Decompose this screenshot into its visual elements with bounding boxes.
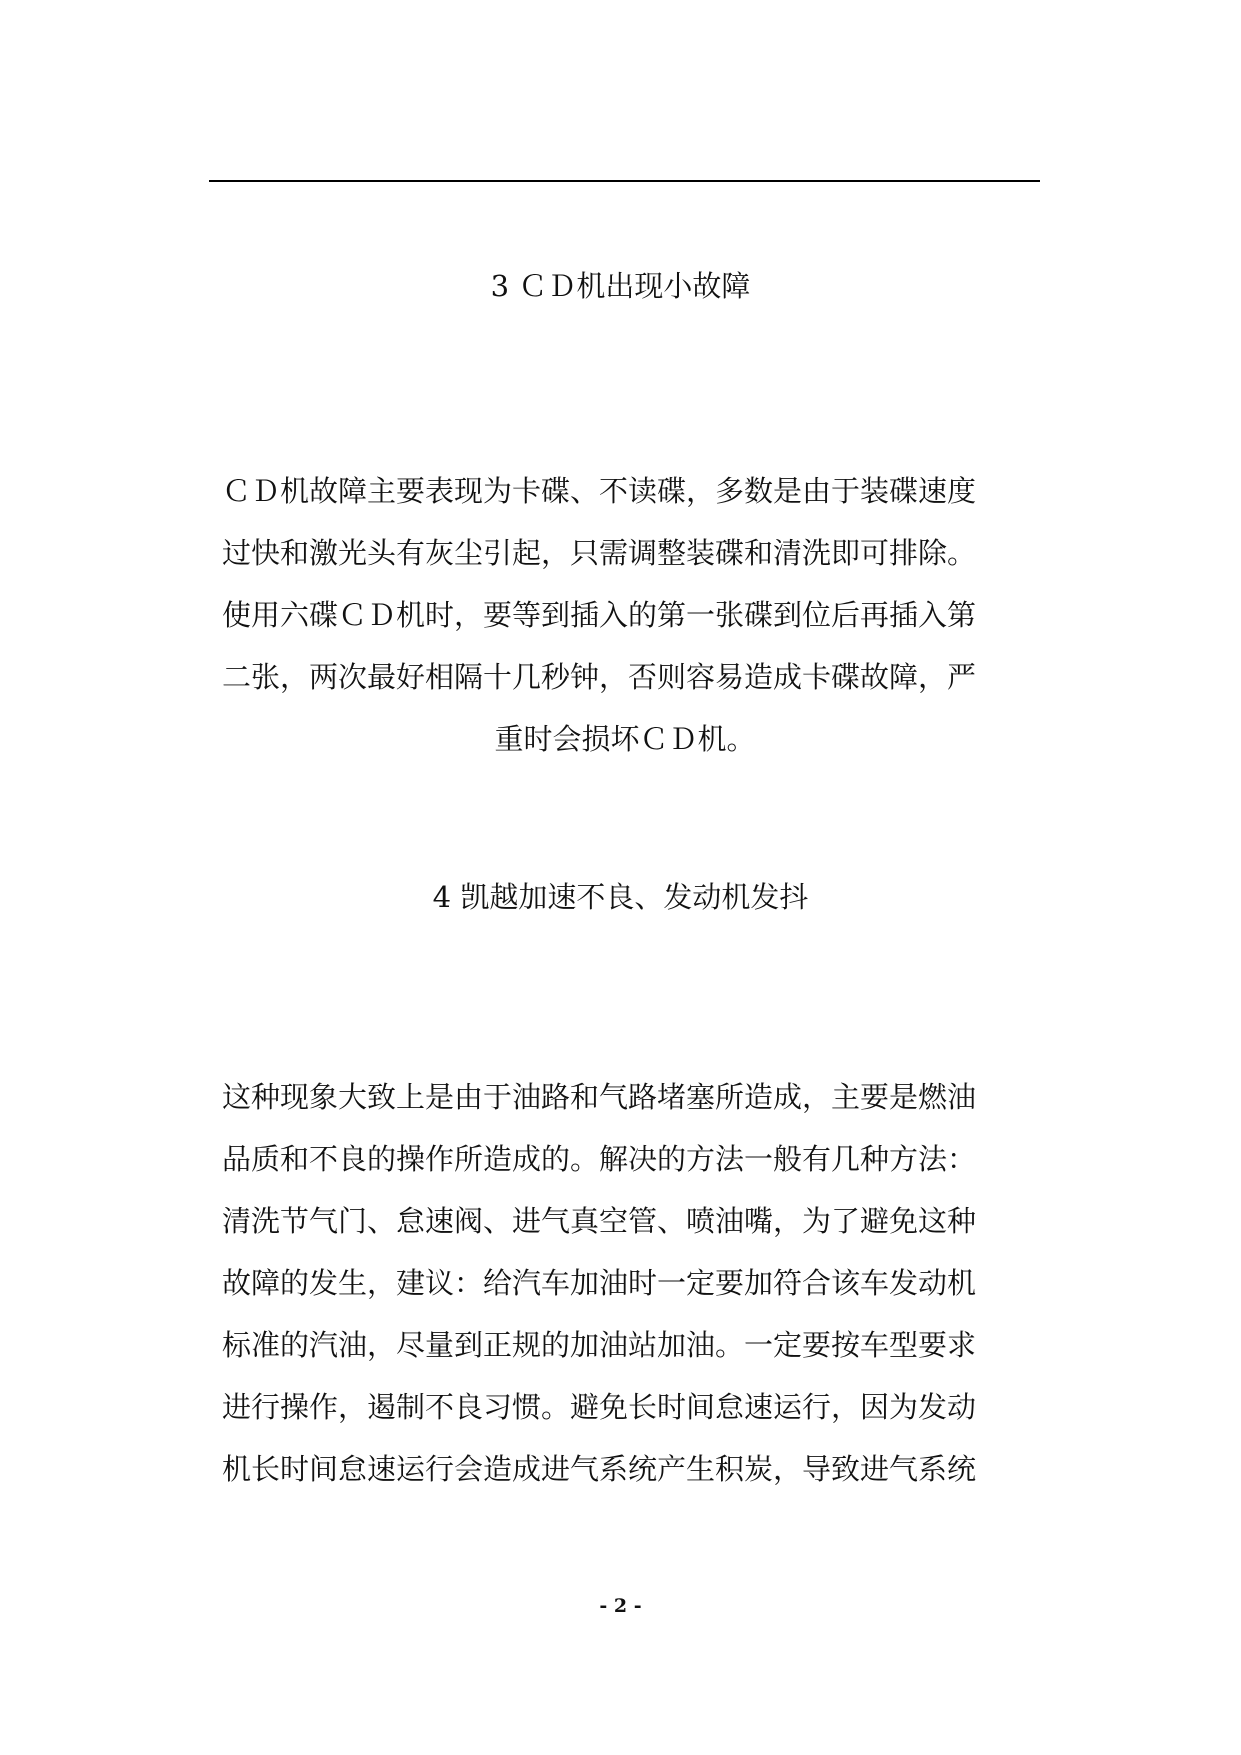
paragraph-line: 这种现象大致上是由于油路和气路堵塞所造成，主要是燃油 [222,1080,977,1114]
paragraph-line: 进行操作，遏制不良习惯。避免长时间怠速运行，因为发动 [222,1390,977,1424]
page-number: - 2 - [599,1595,642,1617]
section-4-heading: 4 凯越加速不良、发动机发抖 [432,880,809,914]
paragraph-line: 故障的发生，建议：给汽车加油时一定要加符合该车发动机 [222,1266,977,1300]
header-rule [209,180,1040,182]
section-4-paragraph [222,1066,1028,1500]
paragraph-line: 机长时间怠速运行会造成进气系统产生积炭，导致进气系统 [222,1452,977,1486]
paragraph-line: 使用六碟ＣＤ机时，要等到插入的第一张碟到位后再插入第 [222,598,977,632]
paragraph-line: 品质和不良的操作所造成的。解决的方法一般有几种方法： [222,1142,977,1176]
paragraph-line: 重时会损坏ＣＤ机。 [494,722,756,756]
section-3-paragraph [222,460,1028,770]
paragraph-line: ＣＤ机故障主要表现为卡碟、不读碟，多数是由于装碟速度 [222,474,977,508]
paragraph-line: 标准的汽油，尽量到正规的加油站加油。一定要按车型要求 [222,1328,977,1362]
paragraph-line: 二张，两次最好相隔十几秒钟，否则容易造成卡碟故障，严 [222,660,977,694]
section-3-heading: 3 ＣＤ机出现小故障 [490,269,751,303]
paragraph-line: 过快和激光头有灰尘引起，只需调整装碟和清洗即可排除。 [222,536,977,570]
paragraph-line: 清洗节气门、怠速阀、进气真空管、喷油嘴，为了避免这种 [222,1204,977,1238]
